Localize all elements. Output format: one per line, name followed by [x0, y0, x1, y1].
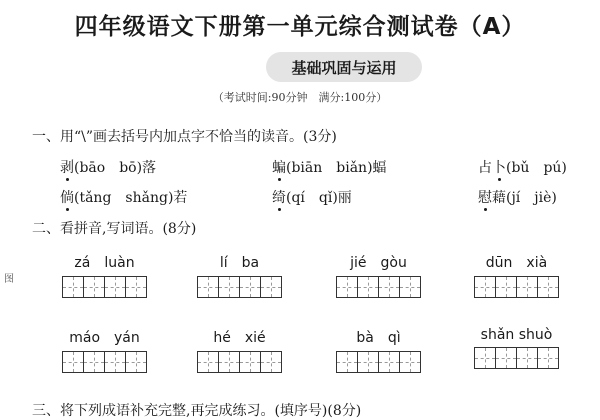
word-box — [62, 252, 147, 298]
exam-info: （考试时间:90分钟 满分:100分） — [212, 91, 388, 104]
section2-heading: 二、看拼音,写词语。(8分) — [32, 221, 197, 237]
subtitle: 基础巩固与运用 — [291, 59, 397, 77]
writing-grid[interactable] — [197, 276, 282, 298]
word-pinyin: bà qì — [356, 330, 401, 346]
section1-heading: 一、用“\”画去括号内加点字不恰当的读音。(3分) — [32, 129, 337, 145]
word-pinyin: shǎn shuò — [480, 327, 553, 343]
word-pinyin: hé xié — [213, 330, 266, 346]
word-pinyin: dūn xià — [485, 255, 548, 271]
page-title: 四年级语文下册第一单元综合测试卷（A） — [74, 14, 526, 40]
pinyin-item: 蝙 (biān biǎn)蝠 — [272, 157, 387, 177]
word-box — [336, 252, 421, 298]
pinyin-item: 绮 (qí qǐ)丽 — [272, 187, 352, 207]
writing-grid[interactable] — [197, 351, 282, 373]
writing-grid[interactable] — [474, 276, 559, 298]
word-pinyin: zá luàn — [74, 255, 135, 271]
margin-mark: 图 — [4, 274, 14, 285]
word-pinyin: máo yán — [69, 330, 140, 346]
word-box — [62, 327, 147, 373]
writing-grid[interactable] — [62, 351, 147, 373]
word-box — [336, 327, 421, 373]
section3-heading: 三、将下列成语补充完整,再完成练习。(填序号)(8分) — [32, 403, 362, 419]
word-pinyin: lí ba — [219, 255, 260, 271]
writing-grid[interactable] — [336, 276, 421, 298]
pinyin-item: 慰 藉(jí jiè) — [478, 187, 557, 207]
word-pinyin: jié gòu — [350, 255, 407, 271]
pinyin-item: 剥 (bāo bō)落 — [60, 157, 156, 177]
word-box — [197, 327, 282, 373]
word-box — [197, 252, 282, 298]
word-box — [474, 327, 559, 369]
pinyin-item: 倘 (tǎng shǎng)若 — [60, 187, 187, 207]
word-box — [474, 252, 559, 298]
pinyin-item: 占卜 (bǔ pú) — [478, 157, 567, 177]
writing-grid[interactable] — [336, 351, 421, 373]
writing-grid[interactable] — [62, 276, 147, 298]
writing-grid[interactable] — [474, 347, 559, 369]
